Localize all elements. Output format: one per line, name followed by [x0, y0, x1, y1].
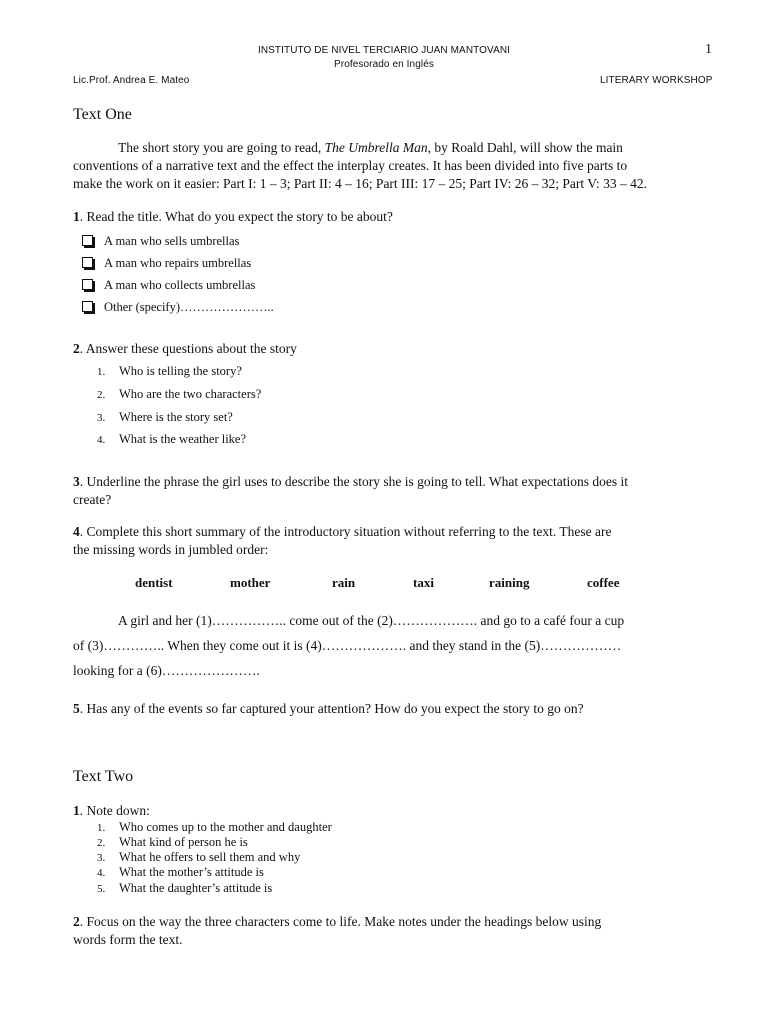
question-2-text-two: 2. Focus on the way the three characters come to life. Make notes under the headings below using words form the text.: [73, 914, 602, 947]
checkbox-icon[interactable]: [82, 279, 93, 290]
question-3: 3. Underline the phrase the girl uses to describe the story she is going to tell. What expectations does it create?: [73, 474, 628, 507]
question-number: 5: [73, 701, 80, 716]
option-collects[interactable]: [82, 278, 255, 293]
course-name: LITERARY WORKSHOP: [600, 75, 713, 86]
jumbled-word: taxi: [413, 575, 434, 590]
jumbled-word: raining: [489, 575, 530, 590]
question-number: 1: [73, 209, 80, 224]
summary-line: of (3)………….. When they come out it is (4)………………. and they stand in the (5)………………: [73, 638, 622, 653]
list-item: 5. What the daughter’s attitude is: [97, 881, 273, 895]
page-number: 1: [705, 42, 712, 57]
section-title-text-one: Text One: [73, 106, 132, 123]
option-sells[interactable]: [82, 234, 239, 249]
question-number: 1: [73, 803, 80, 818]
intro-after: , by Roald Dahl, will show the main: [427, 140, 623, 155]
list-item: 3. Where is the story set?: [97, 410, 233, 424]
list-item: 2. What kind of person he is: [97, 835, 248, 849]
list-item: 2. Who are the two characters?: [97, 387, 262, 401]
checkbox-icon[interactable]: [82, 235, 93, 246]
list-item: 4. What is the weather like?: [97, 432, 247, 446]
question-number: 2: [73, 341, 80, 356]
jumbled-word: rain: [332, 575, 356, 590]
section-title-text-two: Text Two: [73, 768, 134, 785]
checkbox-icon[interactable]: [82, 301, 93, 312]
question-4: 4. Complete this short summary of the introductory situation without referring to the text. These are the missing words in jumbled order:: [73, 524, 612, 557]
jumbled-word: coffee: [587, 575, 620, 590]
option-label: A man who sells umbrellas: [104, 234, 240, 248]
intro-line-3: make the work on it easier: Part I: 1 – 3; Part II: 4 – 16; Part III: 17 – 25; Part IV: 26 – 32; Part V: 33 – 42.: [73, 176, 648, 191]
question-number: 2: [73, 914, 80, 929]
question-text: . Answer these questions about the story: [79, 341, 297, 356]
question-text: . Read the title. What do you expect the story to be about?: [79, 209, 393, 224]
book-title: The Umbrella Man: [324, 140, 428, 155]
jumbled-word: dentist: [135, 575, 173, 590]
intro-paragraph: [73, 139, 713, 193]
jumbled-word: mother: [230, 575, 271, 590]
summary-line: looking for a (6)………………….: [73, 663, 260, 678]
question-number: 4: [73, 524, 80, 539]
institution-name: INSTITUTO DE NIVEL TERCIARIO JUAN MANTOVANI: [257, 45, 511, 56]
option-label: A man who repairs umbrellas: [104, 256, 252, 270]
summary-line: A girl and her (1)…………….. come out of the (2)………………. and go to a café four a cup: [118, 613, 625, 628]
teacher-name: Lic.Prof. Andrea E. Mateo: [73, 75, 190, 86]
option-other[interactable]: [82, 300, 274, 315]
summary-paragraph: [73, 608, 713, 683]
question-1: [73, 208, 393, 226]
list-item: 4. What the mother’s attitude is: [97, 865, 264, 879]
option-label: A man who collects umbrellas: [104, 278, 256, 292]
question-number: 3: [73, 474, 80, 489]
list-item: 1. Who is telling the story?: [97, 364, 242, 378]
option-repairs[interactable]: [82, 256, 251, 271]
question-1-text-two: 1. Note down:: [73, 803, 150, 818]
question-2: [73, 340, 297, 358]
list-item: 3. What he offers to sell them and why: [97, 850, 301, 864]
list-item: 1. Who comes up to the mother and daughter: [97, 820, 332, 834]
program-name: Profesorado en Inglés: [334, 59, 434, 70]
checkbox-icon[interactable]: [82, 257, 93, 268]
option-label: Other (specify)…………………..: [104, 300, 274, 314]
intro-line-2: conventions of a narrative text and the effect the interplay creates. It has been divided into five parts to: [73, 158, 628, 173]
question-5: 5. Has any of the events so far captured your attention? How do you expect the story to go on?: [73, 701, 584, 716]
intro-before: The short story you are going to read,: [118, 140, 325, 155]
